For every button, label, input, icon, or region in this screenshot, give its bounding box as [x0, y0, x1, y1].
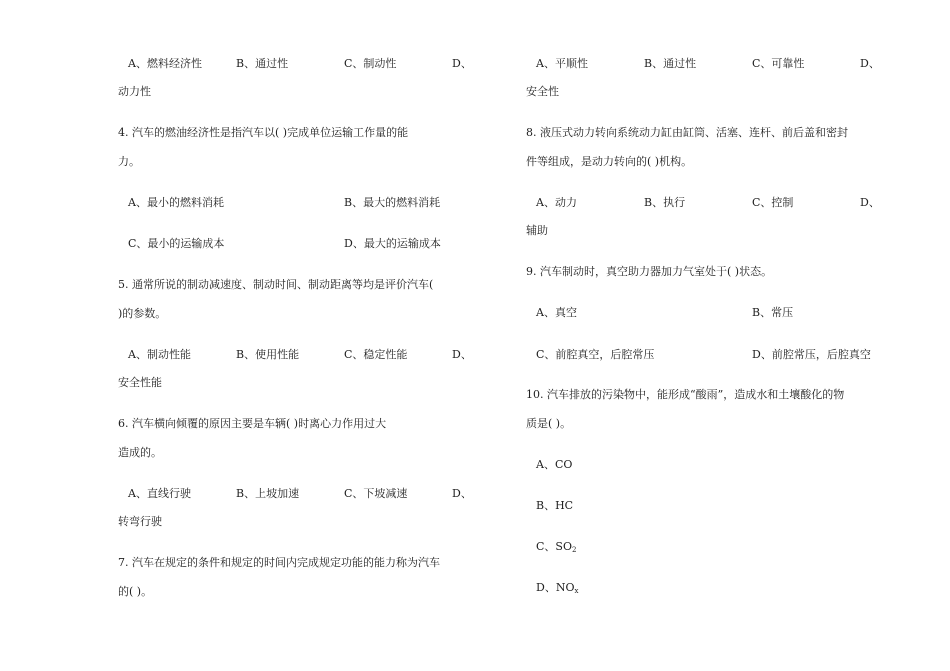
q10-option-d: D、$NO_x$: [536, 581, 579, 595]
q8-option-a: A、动力: [536, 196, 577, 209]
q10-option-c: C、$SO_2$: [536, 540, 577, 554]
q4-option-c: C、最小的运输成本: [128, 237, 225, 250]
q10-text: 10. 汽车排放的污染物中，能形成“酸雨”，造成水和土壤酸化的物: [526, 388, 845, 401]
q5-option-a: A、制动性能: [128, 348, 191, 361]
q7-text: 7. 汽车在规定的条件和规定的时间内完成规定功能的能力称为汽车: [118, 556, 440, 569]
q4-text: 4. 汽车的燃油经济性是指汽车以( )完成单位运输工作量的能: [118, 126, 409, 139]
q5-text: 5. 通常所说的制动减速度、制动时间、制动距离等均是评价汽车(: [118, 278, 434, 291]
q8-option-b: B、执行: [644, 196, 686, 209]
q5-option-d-cont: 安全性能: [118, 376, 162, 389]
q3-option-d: D、: [452, 57, 472, 70]
q9-option-a: A、真空: [536, 306, 577, 319]
q7-option-c: C、可靠性: [752, 57, 805, 70]
q8-text-cont: 件等组成，是动力转向的( )机构。: [526, 155, 693, 168]
q4-option-a: A、最小的燃料消耗: [128, 196, 224, 209]
q9-option-c: C、前腔真空，后腔常压: [536, 348, 655, 361]
q6-option-d-cont: 转弯行驶: [118, 515, 162, 528]
q4-text-cont: 力。: [118, 155, 140, 168]
q8-option-d-cont: 辅助: [526, 224, 548, 237]
q5-option-d: D、: [452, 348, 472, 361]
q5-option-c: C、稳定性能: [344, 348, 408, 361]
q3-option-c: C、制动性: [344, 57, 397, 70]
q8-option-d: D、: [860, 196, 880, 209]
q9-option-d: D、前腔常压，后腔真空: [752, 348, 871, 361]
q7-option-d: D、: [860, 57, 880, 70]
q7-option-a: A、平顺性: [536, 57, 588, 70]
q3-option-b: B、通过性: [236, 57, 289, 70]
q7-option-d-cont: 安全性: [526, 85, 559, 98]
q6-option-a: A、直线行驶: [128, 487, 191, 500]
q7-option-b: B、通过性: [644, 57, 697, 70]
q3-option-a: A、燃料经济性: [128, 57, 202, 70]
q10-option-a: A、CO: [536, 458, 573, 471]
q5-option-b: B、使用性能: [236, 348, 300, 361]
q6-text-cont: 造成的。: [118, 446, 162, 459]
q5-text-cont: )的参数。: [118, 307, 167, 320]
q4-option-d: D、最大的运输成本: [344, 237, 441, 250]
q10-option-b: B、HC: [536, 499, 574, 512]
q3-option-d-cont: 动力性: [118, 85, 151, 98]
q6-option-d: D、: [452, 487, 472, 500]
q6-option-c: C、下坡减速: [344, 487, 408, 500]
q9-option-b: B、常压: [752, 306, 794, 319]
q8-option-c: C、控制: [752, 196, 794, 209]
q8-text: 8. 液压式动力转向系统动力缸由缸筒、活塞、连杆、前后盖和密封: [526, 126, 848, 139]
q6-option-b: B、上坡加速: [236, 487, 300, 500]
q7-text-cont: 的( )。: [118, 585, 153, 598]
q4-option-b: B、最大的燃料消耗: [344, 196, 441, 209]
q6-text: 6. 汽车横向倾覆的原因主要是车辆( )时离心力作用过大: [118, 417, 387, 430]
q10-text-cont: 质是( )。: [526, 417, 572, 430]
q9-text: 9. 汽车制动时，真空助力器加力气室处于( )状态。: [526, 265, 773, 278]
